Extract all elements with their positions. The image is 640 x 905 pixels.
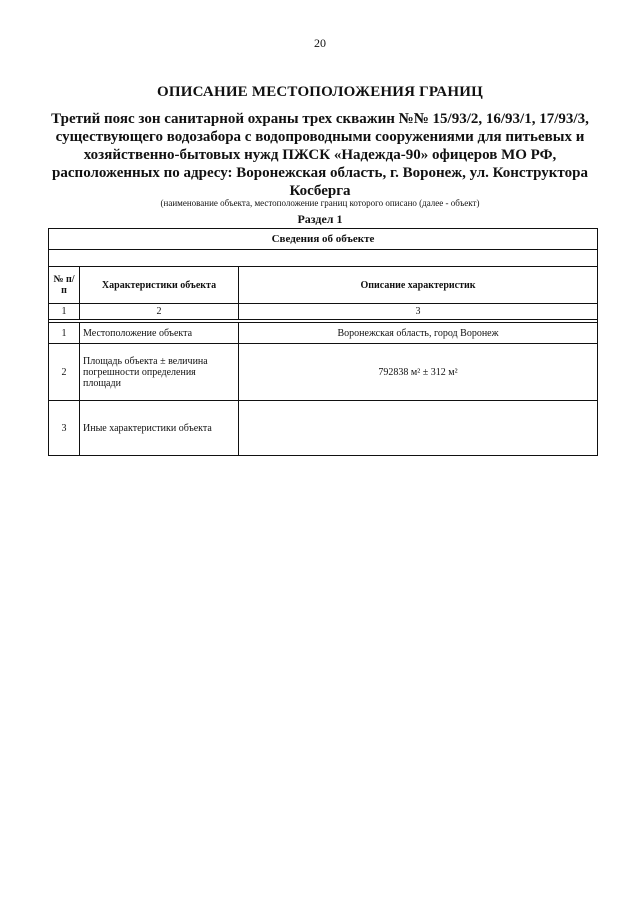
row-num: 1 (49, 323, 80, 344)
table-spacer-row (49, 250, 598, 267)
row-num: 3 (49, 401, 80, 456)
column-number: 3 (239, 304, 598, 320)
document-subtitle: Третий пояс зон санитарной охраны трех скважин №№ 15/93/2, 16/93/1, 17/93/3, существующего водозабора с водопроводными сооружениями для питьевых и хозяйственно-бытовых нужд ПЖСК «Надежда-90» офицеров МО РФ, расположенных по адресу: Воронежская область, г. Воронеж, ул. Конструктора Косберга (51, 111, 589, 199)
row-description: Воронежская область, город Воронеж (239, 323, 598, 344)
header-num: № п/п (49, 267, 80, 304)
column-number: 1 (49, 304, 80, 320)
row-description: 792838 м² ± 312 м² (239, 344, 598, 401)
column-number: 2 (80, 304, 239, 320)
row-num: 2 (49, 344, 80, 401)
header-characteristic: Характеристики объекта (80, 267, 239, 304)
section-title: Раздел 1 (297, 212, 343, 226)
row-characteristic: Иные характеристики объекта (80, 401, 239, 456)
table-row (49, 344, 598, 401)
row-description (239, 401, 598, 456)
table-heading: Сведения об объекте (49, 229, 598, 250)
table-header-row (49, 267, 598, 304)
header-description: Описание характеристик (239, 267, 598, 304)
object-note: (наименование объекта, местоположение границ которого описано (далее - объект) (160, 198, 480, 208)
table-row (49, 401, 598, 456)
page-number: 20 (314, 36, 326, 50)
row-characteristic: Площадь объекта ± величина погрешности определения площади (80, 344, 239, 401)
column-number-row (49, 304, 598, 320)
table-row (49, 323, 598, 344)
object-info-table (48, 228, 598, 456)
document-title: ОПИСАНИЕ МЕСТОПОЛОЖЕНИЯ ГРАНИЦ (157, 84, 483, 100)
table-heading-row (49, 229, 598, 250)
table-spacer (49, 250, 598, 267)
row-characteristic: Местоположение объекта (80, 323, 239, 344)
